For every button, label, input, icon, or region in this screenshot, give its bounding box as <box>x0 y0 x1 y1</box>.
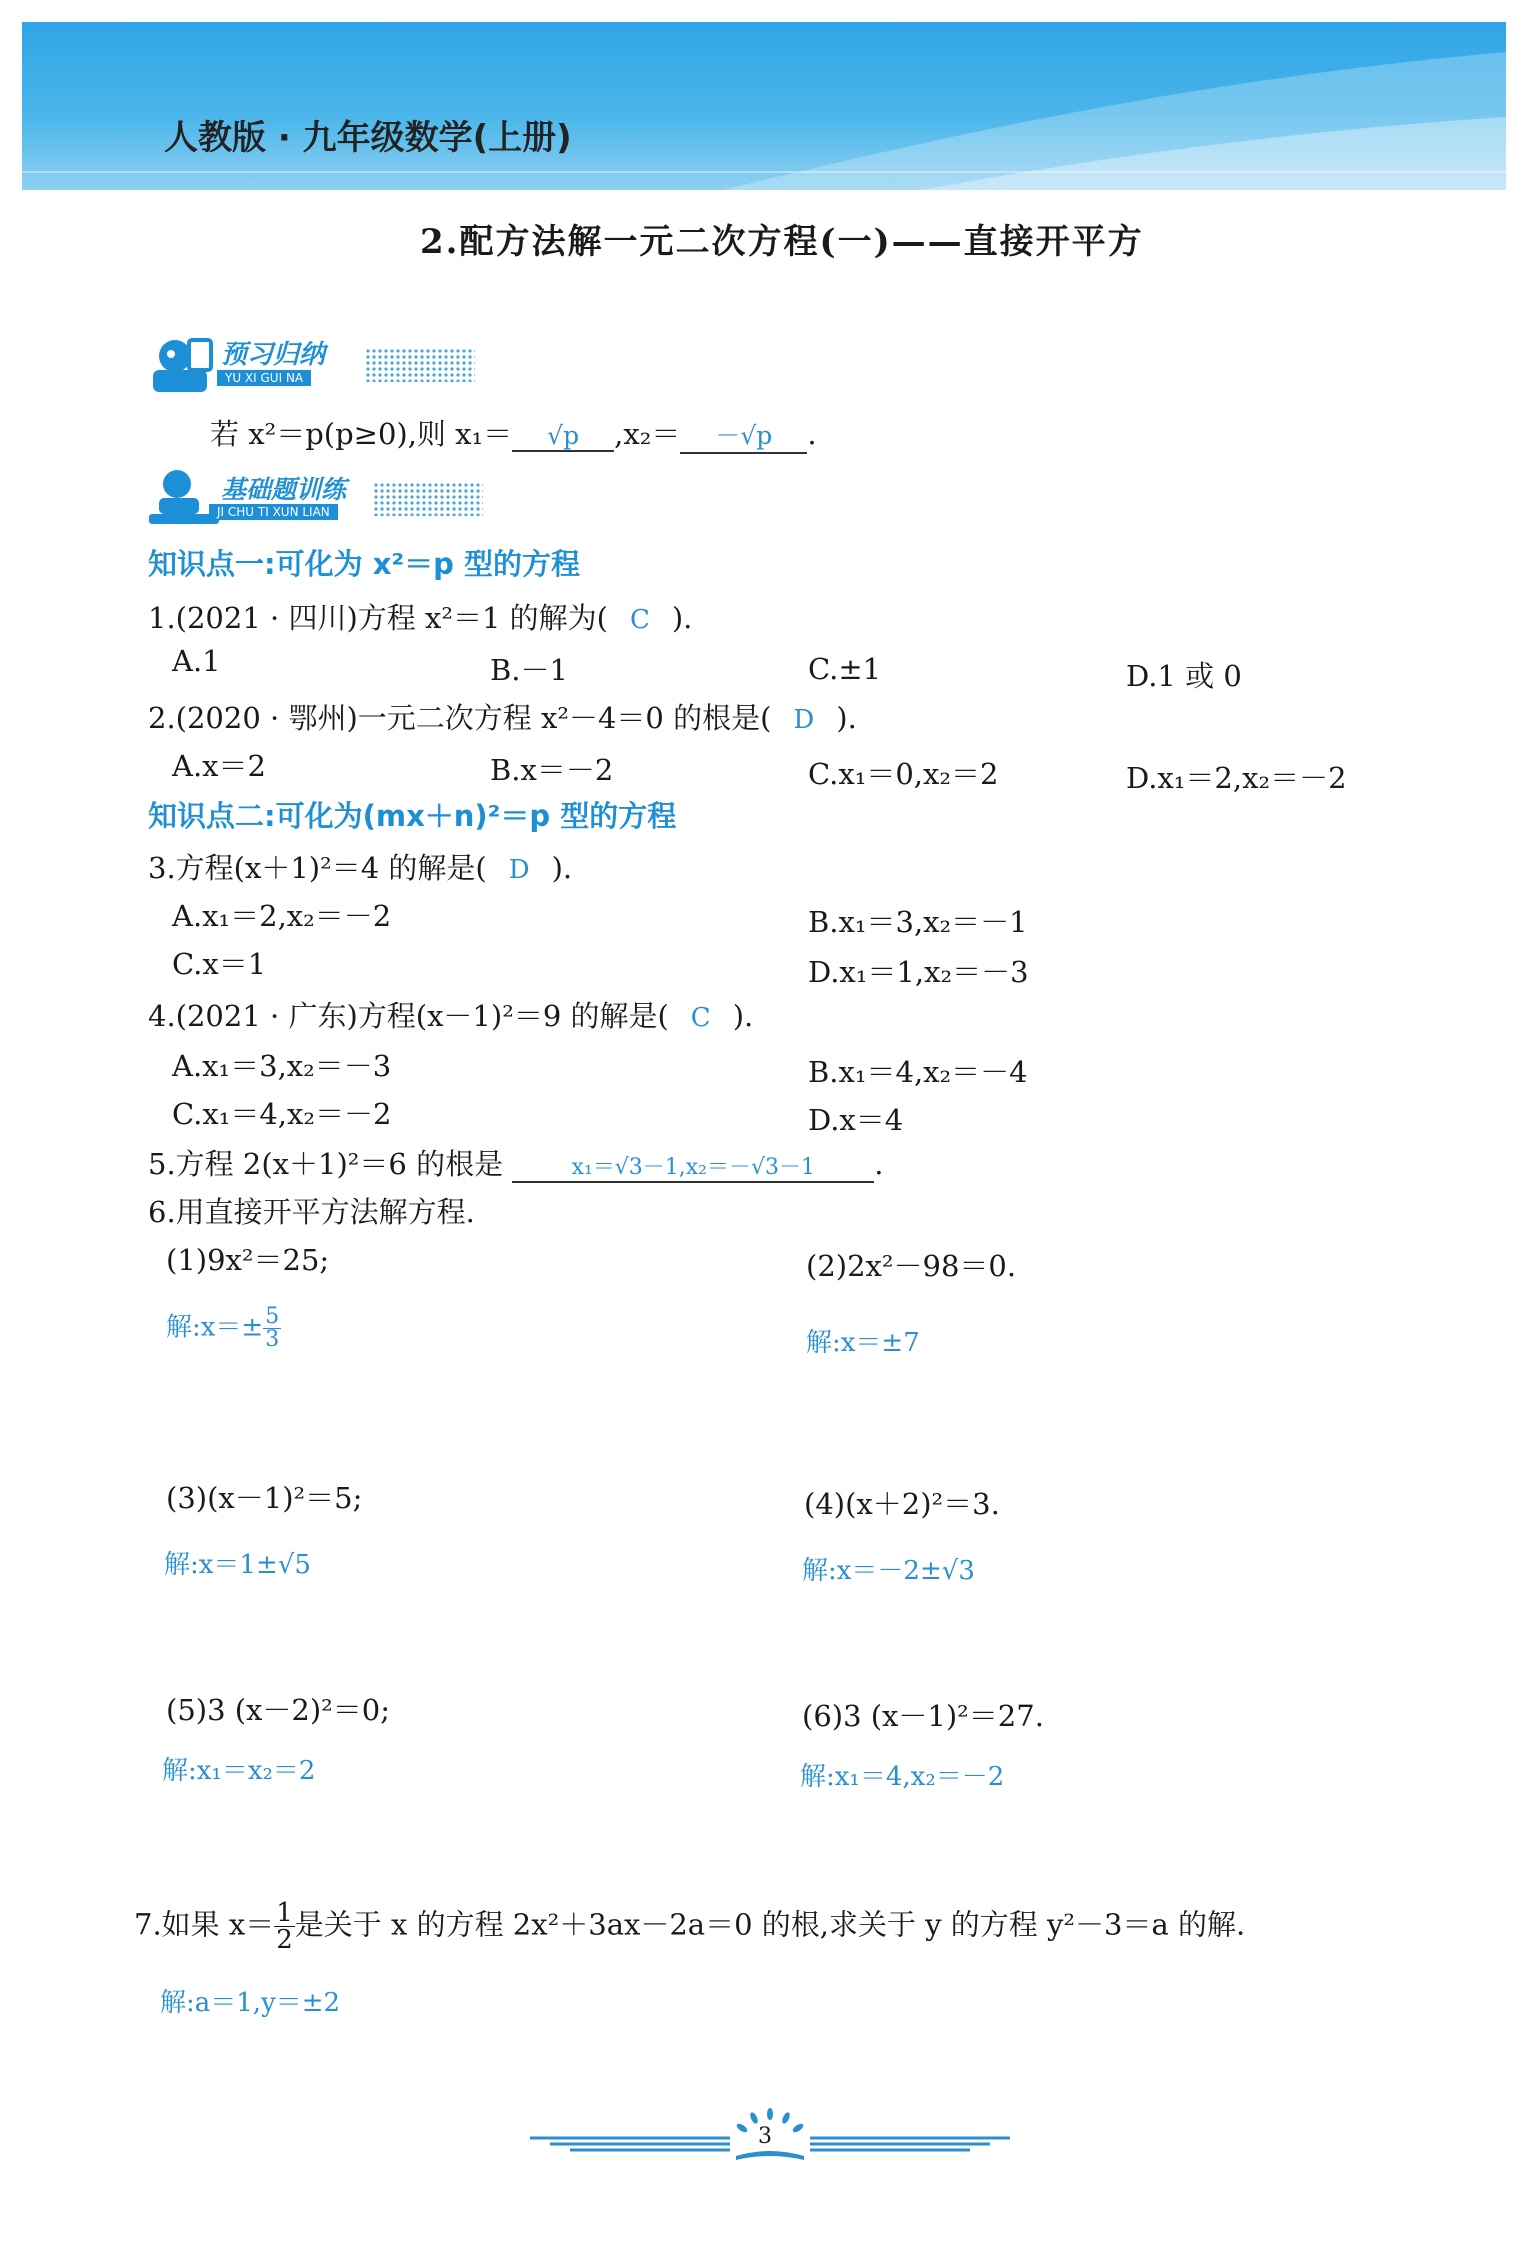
question-4-text: 4.(2021 · 广东)方程(x－1)²＝9 的解是( <box>148 999 669 1033</box>
question-3-stem <box>148 846 572 887</box>
fraction-numerator: 1 <box>276 1898 293 1928</box>
preview-text-c: . <box>807 417 817 451</box>
question-6-part-4: (4)(x＋2)²＝3. <box>804 1487 1000 1521</box>
question-4-answer: C <box>690 1003 711 1033</box>
page-number: 3 <box>758 2124 772 2149</box>
question-7-stem <box>134 1900 1245 1953</box>
question-6-part-4-answer: 解:x＝－2±√3 <box>802 1556 975 1586</box>
question-4-option-d: D.x＝4 <box>808 1103 904 1137</box>
question-6-part-2-answer: 解:x＝±7 <box>806 1328 920 1358</box>
question-2-option-c: C.x₁＝0,x₂＝2 <box>808 757 999 791</box>
student-desk-icon <box>145 466 225 530</box>
question-1-option-b: B.－1 <box>490 653 568 687</box>
question-7-fraction <box>274 1900 295 1953</box>
question-2-text: 2.(2020 · 鄂州)一元二次方程 x²－4＝0 的根是( <box>148 701 772 735</box>
fraction-numerator: 5 <box>265 1304 280 1329</box>
question-7-text-b: 是关于 x 的方程 2x²＋3ax－2a＝0 的根,求关于 y 的方程 y²－3＝a 的解. <box>294 1907 1246 1942</box>
question-1-option-a: A.1 <box>172 644 221 678</box>
question-7-answer: 解:a＝1,y＝±2 <box>160 1988 341 2018</box>
question-5 <box>148 1142 884 1183</box>
knowledge-point-2: 知识点二:可化为(mx＋n)²＝p 型的方程 <box>148 799 677 833</box>
question-6-part-1-answer <box>166 1306 281 1351</box>
preview-text-a: 若 x²＝p(p≥0),则 x₁＝ <box>210 417 513 451</box>
question-6-part-3: (3)(x－1)²＝5; <box>166 1481 363 1515</box>
question-1-close: ). <box>671 601 693 635</box>
question-2-answer: D <box>793 705 815 735</box>
question-4-option-b: B.x₁＝4,x₂＝－4 <box>808 1055 1028 1089</box>
question-4-stem <box>148 994 753 1035</box>
question-3-option-d: D.x₁＝1,x₂＝－3 <box>808 955 1029 989</box>
question-2-option-b: B.x＝－2 <box>490 753 614 787</box>
question-2-option-d: D.x₁＝2,x₂＝－2 <box>1126 761 1347 795</box>
question-3-option-a: A.x₁＝2,x₂＝－2 <box>172 899 392 933</box>
question-6-part-5-answer: 解:x₁＝x₂＝2 <box>162 1756 316 1786</box>
preview-section-header <box>145 334 485 398</box>
answer-fraction <box>263 1306 281 1351</box>
question-6-part-2: (2)2x²－98＝0. <box>806 1249 1017 1283</box>
question-1-option-d: D.1 或 0 <box>1126 659 1242 693</box>
question-6-part-3-answer: 解:x＝1±√5 <box>164 1550 311 1580</box>
preview-section-title: 预习归纳 <box>221 340 326 370</box>
preview-text-b: ,x₂＝ <box>614 417 681 451</box>
header-banner <box>22 22 1506 190</box>
question-7-text-a: 7.如果 x＝ <box>134 1907 275 1942</box>
knowledge-point-1: 知识点一:可化为 x²＝p 型的方程 <box>148 547 580 581</box>
question-6-part-1: (1)9x²＝25; <box>166 1243 330 1277</box>
reading-person-icon <box>145 334 225 398</box>
question-2-close: ). <box>836 701 857 735</box>
preview-blank-1: √p <box>512 421 614 452</box>
question-3-answer: D <box>508 855 530 885</box>
question-6-part-6: (6)3 (x－1)²＝27. <box>802 1699 1044 1733</box>
question-1-stem <box>148 596 692 637</box>
preview-blank-2: －√p <box>680 416 807 454</box>
question-6-part-5: (5)3 (x－2)²＝0; <box>166 1693 391 1727</box>
question-5-end: . <box>874 1147 884 1181</box>
question-1-answer: C <box>629 605 650 635</box>
question-1-text: 1.(2021 · 四川)方程 x²＝1 的解为( <box>148 601 608 635</box>
question-1-option-c: C.±1 <box>808 652 882 686</box>
question-3-text: 3.方程(x＋1)²＝4 的解是( <box>148 851 487 885</box>
fraction-denominator: 3 <box>265 1327 280 1352</box>
question-4-close: ). <box>732 999 754 1033</box>
question-2-stem <box>148 696 857 737</box>
question-5-answer: x₁＝√3－1,x₂＝－√3－1 <box>512 1150 874 1183</box>
footer-ornament <box>530 2106 1010 2166</box>
fraction-denominator: 2 <box>276 1925 293 1955</box>
dot-pattern-decoration <box>373 482 483 516</box>
question-3-option-c: C.x＝1 <box>172 947 267 981</box>
edition-label: 人教版 · 九年级数学(上册) <box>164 118 572 158</box>
answer-prefix: 解:x＝± <box>166 1312 264 1343</box>
banner-wave-decoration <box>22 22 1506 190</box>
question-5-text: 5.方程 2(x＋1)²＝6 的根是 <box>148 1147 504 1181</box>
question-3-option-b: B.x₁＝3,x₂＝－1 <box>808 905 1028 939</box>
question-4-option-c: C.x₁＝4,x₂＝－2 <box>172 1097 392 1131</box>
question-3-close: ). <box>551 851 573 885</box>
dot-pattern-decoration <box>365 348 475 382</box>
basic-section-pinyin: JI CHU TI XUN LIAN <box>209 504 338 520</box>
question-6-stem: 6.用直接开平方法解方程. <box>148 1195 475 1229</box>
preview-item <box>210 412 817 454</box>
lesson-title: 2.配方法解一元二次方程(一)——直接开平方 <box>420 222 1144 262</box>
basic-section-header <box>145 466 485 530</box>
basic-section-title: 基础题训练 <box>221 475 347 504</box>
question-6-part-6-answer: 解:x₁＝4,x₂＝－2 <box>800 1762 1005 1792</box>
question-2-option-a: A.x＝2 <box>172 749 266 783</box>
question-4-option-a: A.x₁＝3,x₂＝－3 <box>172 1049 392 1083</box>
preview-section-pinyin: YU XI GUI NA <box>217 370 311 386</box>
